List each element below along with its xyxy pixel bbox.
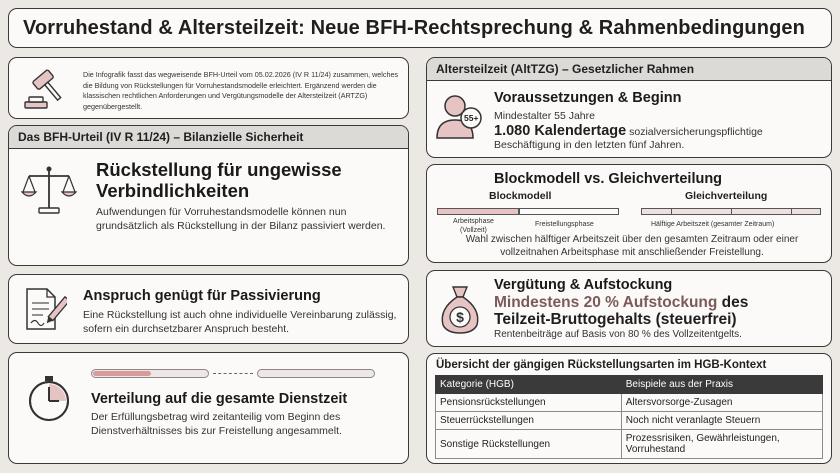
gleich-label: Hälftige Arbeitszeit (gesamter Zeitraum) [651,221,775,228]
verguetung-big-line [494,294,829,312]
bfh-text: Aufwendungen für Vorruhestandsmodelle können nun grundsätzlich als Rückstellung in der Bilanz passiviert werden. [96,206,386,232]
title-banner [8,8,832,48]
gavel-icon [21,66,65,117]
document-pen-icon [23,285,67,338]
verguetung-heading: Vergütung & Aufstockung [494,277,673,293]
altzg-heading: Voraussetzungen & Beginn [494,90,682,106]
altzg-rest2: Beschäftigung in den letzten fünf Jahren. [494,139,685,151]
block-label-work-1: Arbeitsphase [453,218,494,225]
altzg-line2 [494,122,829,140]
column-header: Kategorie (HGB) [436,376,622,394]
altzg-line1: Mindestalter 55 Jahre [494,110,595,122]
verteilung-text: Der Erfüllungsbetrag wird zeitanteilig vom Beginn des Dienstverhältnisses bis zur Freistellung angesammelt. [91,411,342,437]
verguetung-big2: des [717,294,749,311]
hgb-card [426,353,832,464]
table-row [436,430,823,459]
table-row [436,394,823,412]
bfh-card [8,125,409,266]
altzg-rest1: sozialversicherungspflichtige [626,126,763,138]
block-left-title: Blockmodell [489,190,552,202]
table-cell: Noch nicht veranlagte Steuern [621,412,822,430]
verguetung-big3: Teilzeit-Bruttogehalts (steuerfrei) [494,311,737,328]
table-cell: Steuerrückstellungen [436,412,622,430]
hgb-table [435,375,823,459]
column-header: Beispiele aus der Praxis [621,376,822,394]
hgb-header: Übersicht der gängigen Rückstellungsarten im HGB-Kontext [436,359,767,371]
page-title: Vorruhestand & Altersteilzeit: Neue BFH-Rechtsprechung & Rahmenbedingungen [23,16,805,39]
verteilung-heading: Verteilung auf die gesamte Dienstzeit [91,391,348,407]
money-bag-icon [437,283,483,340]
intro-card [8,57,409,119]
table-row [436,412,823,430]
age-badge-text: 55+ [464,113,479,123]
table-cell: Altersvorsorge-Zusagen [621,394,822,412]
clock-icon [25,375,73,428]
block-card [426,164,832,263]
bfh-heading: Rückstellung für ungewisse Verbindlichkeiten [96,159,342,201]
person-age-icon [435,90,483,147]
block-phase-work [437,208,519,215]
timeline-graphic [91,369,381,379]
svg-text:$: $ [456,309,464,325]
altzg-big: 1.080 Kalendertage [494,123,627,139]
block-label-free: Freistellungsphase [535,221,594,228]
verguetung-text: Rentenbeiträge auf Basis von 80 % des Vollzeitentgelts. [494,329,742,340]
table-cell: Sonstige Rückstellungen [436,430,622,459]
scales-icon [21,164,77,221]
block-heading: Blockmodell vs. Gleichverteilung [494,171,723,187]
gleich-tick [791,209,792,215]
bfh-header: Das BFH-Urteil (IV R 11/24) – Bilanzielle Sicherheit [9,126,408,149]
block-right-title: Gleichverteilung [685,190,768,202]
table-cell: Pensionsrückstellungen [436,394,622,412]
block-text: Wahl zwischen hälftiger Arbeitszeit über den gesamten Zeitraum oder einer vollzeitnahen Arbeitsphase mit anschließender Freistellung. [465,234,799,258]
verguetung-card [426,270,832,347]
verguetung-big1: Mindestens 20 % Aufstockung [494,294,718,311]
anspruch-text: Eine Rückstellung ist auch ohne individuelle Vereinbarung zulässig, sofern ein durchsetzbarer Anspruch besteht. [83,309,397,335]
anspruch-heading: Anspruch genügt für Passivierung [83,288,321,304]
block-phase-free [519,208,619,215]
verteilung-card [8,352,409,464]
gleich-tick [731,209,732,215]
table-header-row [436,376,823,394]
block-label-work [453,217,494,235]
gleich-tick [671,209,672,215]
table-cell: Prozessrisiken, Gewährleistungen, Vorruhestand [621,430,822,459]
intro-text: Die Infografik fasst das wegweisende BFH-Urteil vom 05.02.2026 (IV R 11/24) zusammen, welches die Bildung von Rückstellungen für Vorruhestandsmodelle erleichtert. Ergänzend werden die klassischen rechtlichen Anforderungen und Vergütungsmodelle der Altersteilzeit (ARTZG) gegenübergestellt. [83,70,399,111]
altzg-card [426,57,832,158]
altzg-header: Altersteilzeit (AltTZG) – Gesetzlicher Rahmen [427,58,831,81]
anspruch-card [8,274,409,344]
block-label-work-2: (Vollzeit) [460,227,487,234]
